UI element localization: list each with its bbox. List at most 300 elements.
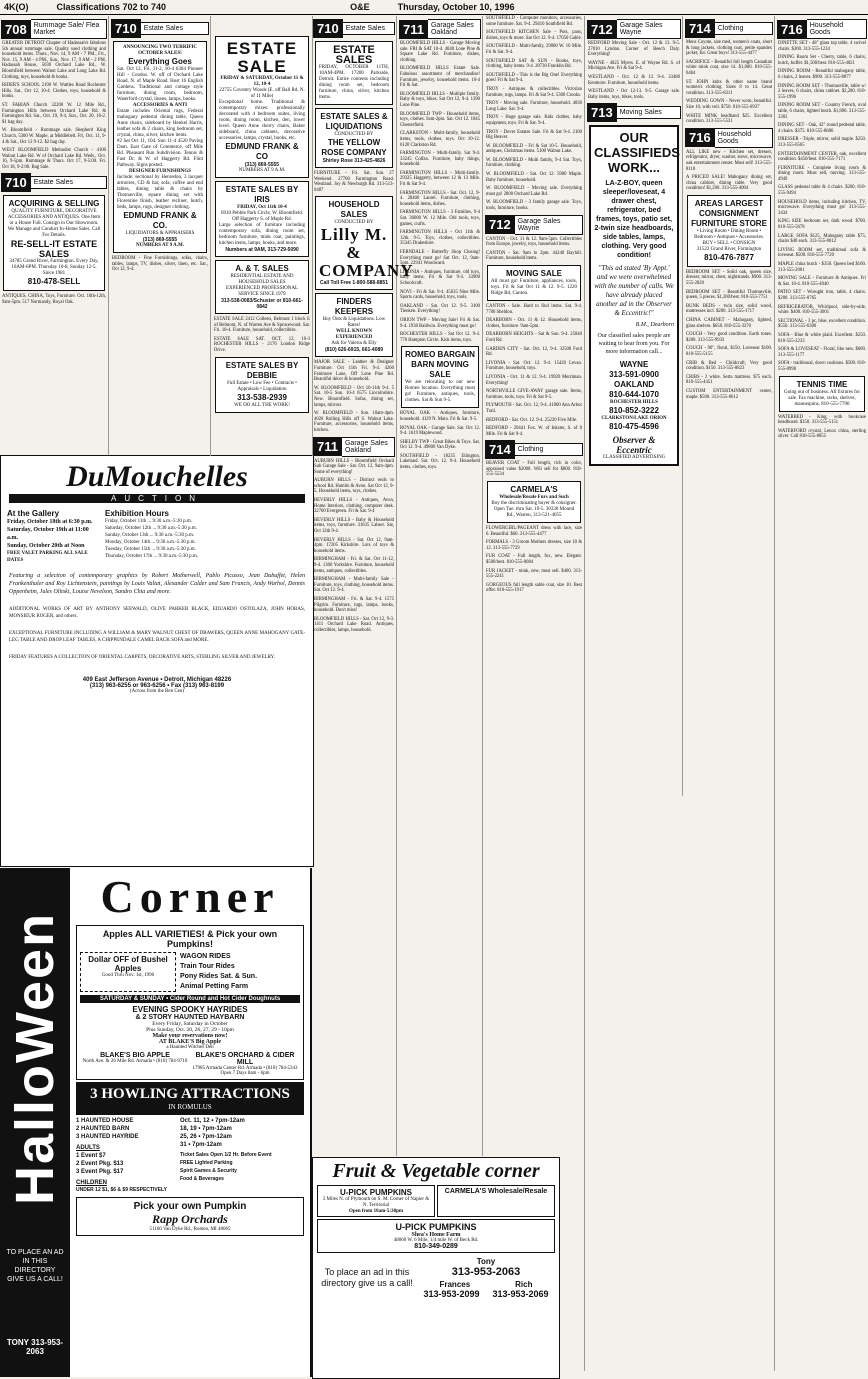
- area-phone: 810-644-1070: [609, 390, 659, 400]
- section-title: Rummage Sale/ Flea Market: [31, 19, 107, 39]
- classified-ad: REDFORD - 20441 Fox. W. of Inkster, S. of 8 Mile. Fri & Sat 9-4.: [486, 426, 582, 437]
- classified-ad: BEDROOM SET - Solid oak, queen size, dresser, mirror, chest, nightstands. $900. 313-555-2020: [686, 269, 772, 287]
- classified-ad: OAKLAND - Sat. Oct 12. 9-5. 3100 Tienken. Everything!: [400, 303, 480, 315]
- display-ad-romeo-barn: [401, 346, 479, 408]
- ad-subhead: WELL KNOWN EXPERIENCED: [335, 329, 373, 341]
- classified-ad: W. BLOOMFIELD - Sun. 10am-4pm. 4020 Rolling Hills off S. Walnut Lake. Furniture, accessories, household items, kitchen.: [314, 411, 394, 433]
- contact-phone: 313-953-2099: [423, 1289, 480, 1299]
- classified-ad: DEARBORN HEIGHTS - Sat & Sun. 9-4. 25840 Ford Rd.: [486, 332, 582, 343]
- column-2: [110, 16, 211, 456]
- howling-details: [76, 1117, 304, 1193]
- hayride-schedule: Every Friday, Saturday in October: [152, 1021, 228, 1027]
- classified-ad: HOUSEHOLD items, including kitchen, TV, microwave. Everything must go! 313-555-3434: [778, 199, 866, 216]
- ad-location: 3 Miles N. of Plymouth on S. M. Corner of Napier & N. Territorial: [322, 1197, 430, 1208]
- classified-ad: FERNDALE - Butterfly Shop Closing! Everything must go! Sat Oct. 12, 9am-5pm. 22941 Woodward.: [400, 250, 480, 267]
- section-title: Garage Sales Wayne: [617, 19, 681, 39]
- classified-ad: WATERFORD crystal, Lenox china, sterling silver. Call 810-555-8855: [778, 428, 866, 440]
- ad-body: Buy Outs & Liquidations. Low Rates!: [322, 317, 386, 329]
- classified-ad: W. BLOOMFIELD - Moving sale. Everything must go! 2800 Orchard Lake Rd.: [486, 186, 582, 197]
- classified-ad: ANTIQUES, CHINA, Toys, Furniture. Oct. 10th-12th, 9am-5pm. 517 Normandy, Royal Oak.: [2, 294, 106, 306]
- display-ad-consignment: [687, 195, 771, 267]
- ad-phone: 313-538-0083/Schuster or 810-661-0842: [221, 298, 303, 310]
- corner-title: Corner: [100, 871, 280, 922]
- section-title: Classifications 702 to 740: [56, 2, 167, 12]
- ad-body: QUALITY FURNITURE, DECORATIVE ACCESSORIES AND ANTIQUES. One Item or a House Full. Consign in Our Showroom. We Manage and Conduct In-Home Sales. Call For Details.: [7, 209, 101, 239]
- pumpkin-headline: Pick your own Pumpkin: [133, 1201, 247, 1212]
- ad-body: Going out of business. All fixtures for sale. Fax machine, racks, shelves, mannequins. 810-555-7700: [784, 389, 860, 407]
- display-ad-edmund-frank: [113, 41, 207, 253]
- ad-body: Buy the discriminating buyer & consigner. Open Tue. thru Sat. 10-5. 30330 Mound Rd., Warren, 313-521-4055: [491, 501, 577, 519]
- classified-ad: BEVERLY HILLS - Baby & Household items, toys, furniture. 31635 Lahser. Sat, Oct 12th 9-4.: [314, 517, 394, 535]
- classified-ad: NORTHVILLE GIVE-AWAY garage sale. Items, furniture, tools, toys. Fri & Sat 9-5.: [486, 389, 582, 400]
- gallery-date: Friday, October 18th at 6:30 p.m.: [7, 519, 93, 525]
- classified-ad: CANTON - Oct. 11 & 12. 9am-5pm. Collectibles from Europe, jewelry, toys, household items.: [486, 236, 582, 248]
- petting-farm: Animal Petting Farm: [180, 983, 249, 990]
- classified-ad: SOFA - traditional, down cushions. $500. 810-555-0998: [778, 361, 866, 372]
- classified-ad: BLOOMFIELD HILLS Estate Sale. Fabulous assortment of merchandise! Furniture, jewelry, household items. 10-4 Fri & Sat.: [400, 66, 480, 89]
- classified-ad: TROY - Moving sale. Furniture, household. 4830 Long Lake. Sat. 9-4.: [486, 101, 582, 112]
- ad-body: Full Estate • Low Fee • Contracts • Appraisals • Liquidation: [227, 380, 297, 392]
- classified-ad: GREATER DETROIT Chapter of Hadassah's fabulous 5th annual rummage sale. Quality used clothing and household items. Thurs., Nov. 14, 9 AM - 7 PM., Fri., Nov. 15, 9 AM - 4 PM., Sun., Nov. 17, 9 AM - 2 PM. Hadassah House, 5030 Orchard Lake Rd., W. Bloomfield between Walnut Lake and Long Lake Rd. Clothing, toys, household & books.: [2, 41, 106, 80]
- contact-phone: TONY 313-953-2063: [6, 1338, 64, 1356]
- ad-body: FRIDAY, OCTOBER 11TH, 10AM-4PM. 17200 Parkside, Detroit. Entire contents including dining room set, bedroom furniture, china, silver, kitchen items.: [319, 65, 389, 100]
- classified-ad: KING SIZE bedroom set, dark wood. $700. 810-555-5678: [778, 219, 866, 231]
- witches-den: a Haunted Witches Den: [166, 1045, 214, 1050]
- section-number: 710: [1, 173, 31, 192]
- classified-ad: SECTIONAL - 3 pc, blue, excellent condition. $550. 313-555-6300: [778, 318, 866, 330]
- hours-row: Thursday, October 17th ... 9:30 a.m.-5:30 p.m.: [105, 554, 198, 559]
- ad-headline: ANNOUNCING TWO TERRIFIC OCTOBER SALES!: [123, 45, 197, 56]
- gallery-title: At the Gallery: [7, 509, 60, 518]
- ad-address: 409 East Jefferson Avenue • Detroit, Michigan 48226: [82, 677, 232, 683]
- classified-ad: PATIO SET - Wrought iron, table, 4 chairs. $200. 313-555-8765: [778, 290, 866, 301]
- section-header-714: [485, 440, 583, 459]
- valet-note: FREE VALET PARKING ALL SALE DATES: [7, 551, 88, 563]
- blakes-address: 17985 Armada Center Rd. Armada • (810) 784-5343 Open 7 Days 8am - 6pm: [192, 1066, 298, 1076]
- corner-title: Fruit & Vegetable corner: [332, 1160, 540, 1182]
- classified-ad: BIRMINGHAM - Multi-family Sale - Furniture, toys, clothing, household items. Sat. Oct 12. 9-4.: [314, 577, 394, 594]
- classified-ad: ST. JOHN knits & other name brand women's clothing. Sizes 8 to 14. Great condition. 313-555-8311: [686, 79, 772, 96]
- classified-ad: W. BLOOMFIELD - Sat. Oct 12. 5900 Maple. Baby furniture, household.: [486, 172, 582, 183]
- ad-subhead: ACCESSORIES & ANTI: [132, 103, 188, 108]
- area-label: CLARKSTON/LAKE ORION: [601, 416, 667, 422]
- ad-headline: ESTATE SALES BY IRIS: [225, 185, 299, 204]
- ad-headline: MOVING SALE: [505, 269, 562, 278]
- ad-body: Featuring a selection of contemporary graphics by Robert Motherwell, Pablo Picasso, Jean Dubuffet, Helen Frankenthaler and Roy Lichtenstein, paintings by Louis Valtat, Alexander Calder and Sam Francis, Andy Warhol, Dennis Oppenheim, Jules Olitski, Louise Nevelson, Sandro Chia and more.: [9, 573, 305, 595]
- section-header-716: [685, 128, 773, 148]
- ad-body: We are relocating to our new Romeo location. Everything must go! Furniture, antiques, tools, clothes. Sat & Sun 9-5.: [405, 380, 475, 404]
- section-title: Clothing: [515, 443, 583, 456]
- attraction: 1 HAUNTED HOUSE: [76, 1118, 134, 1124]
- section-number: 716: [685, 128, 715, 147]
- hayride-schedule: Plus Sunday, Oct. 20, 26, 27, 29 - 10pm: [146, 1027, 234, 1033]
- paper-name: O&E: [350, 2, 370, 12]
- ad-headline: A. & T. SALES: [235, 264, 289, 273]
- children-label: CHILDREN: [76, 1180, 107, 1186]
- classified-ad: WESTLAND - Oct 12-13. 9-5. Garage sale. Baby items, toys, bikes, tools.: [588, 89, 680, 100]
- classified-ad: REDFORD Moving Sale - Oct. 12 & 13. 9-5. 27010 Lyndon. Corner of Beech Daly. Everything!: [588, 41, 680, 58]
- section-title: Estate Sales: [141, 22, 209, 35]
- ad-headline: U-PICK PUMPKINS: [339, 1188, 412, 1197]
- ad-headline: ESTATE SALES: [333, 44, 375, 66]
- halloween-corner-ad: [0, 868, 312, 1377]
- section-number: 710: [313, 19, 343, 38]
- area-phone: 810-475-4596: [609, 422, 659, 432]
- classified-ad: DINING ROOM SET - Thomasville, table w/ 2 leaves, 6 chairs, china cabinet. $2,200. 810-555-1996: [778, 83, 866, 100]
- section-header-712: [587, 19, 681, 39]
- section-header-716: [777, 19, 867, 39]
- ad-subhead: EXPERIENCED PROFESSIONAL SERVICE SINCE 1979: [225, 286, 299, 297]
- classified-ad: W. BLOOMFIELD - Fri & Sat 10-5. Household, antiques, Christmas items. 5100 Walnut Lake.: [486, 143, 582, 155]
- ad-address: 6910 Pebble Park Circle, W. Bloomfield. Off Haggerty S. of Maple Rd.: [221, 211, 303, 222]
- ad-phone: (313) 963-6255 or 963-6256 • Fax (313) 963-8199: [89, 683, 225, 689]
- classified-ad: MOVING SALE - Furniture & Antiques. Fri & Sat. 10-4. 810-555-4040: [778, 276, 866, 287]
- hours-row: Monday, October 14th ... 9:30 a.m.-5:30 p.m.: [105, 540, 196, 545]
- ad-note: NUMBERS AT 9 A.M.: [238, 168, 286, 173]
- spooky-hayrides: EVENING SPOOKY HAYRIDES: [132, 1005, 248, 1014]
- classified-ad: WEST BLOOMFIELD Methodist Church - 4100 Walnut Lake Rd. W of Orchard Lake Rd. Weds., Oct. 16, 9-5pm. Rummage & Thurs. Oct 17, 9-5:00. Fri. Oct 18, 9-2:00. Bag Sale.: [2, 148, 106, 170]
- ad-body: EXCEPTIONAL FURNITURE INCLUDING A WILLIAM & MARY WALNUT CHEST OF DRAWERS, QUEEN ANNE MAHOGANY GATE-LEG TABLE AND DROP LEAF TABLES, A CHIPPENDALE CAMEL BACK SOFA and MORE.: [9, 631, 305, 643]
- display-ad-lilly: [315, 196, 414, 290]
- issue-date: Thursday, October 10, 1996: [397, 2, 515, 12]
- display-ad-iris: [215, 181, 309, 257]
- howling-headline: 3 HOWLING ATTRACTIONS: [90, 1086, 290, 1102]
- section-header-714: [685, 19, 773, 38]
- ad-headline: ACQUIRING & SELLING: [8, 199, 100, 209]
- hours-row: Saturday, October 12th ... 9:30 a.m.-5:30 p.m.: [105, 526, 197, 531]
- classified-ad: TROY - Dover Estates Sale. Fri & Sat 9-4. 2100 Big Beaver.: [486, 129, 582, 141]
- classified-ad: LARGE SOFA $125, Mahogany table $75, chairs $40 each. 313-555-0012: [778, 233, 866, 245]
- ad-address: 22755 Coventry Woods (E. off Ball Rd. N. of 11 Mile): [219, 88, 305, 99]
- section-header-708: [1, 19, 107, 39]
- halloween-listings: [70, 868, 310, 1377]
- ad-brand: DuMouchelles: [66, 460, 248, 493]
- event-date: Oct. 11, 12 • 7pm-12am: [180, 1118, 245, 1124]
- ad-phone: Shirley Rose 313-425-4826: [322, 158, 386, 164]
- classified-ad: W. BLOOMFIELD - 3 family garage sale. Toys, tools, furniture, books.: [486, 200, 582, 212]
- ad-body: Include: sectional by Henredon, 3 lacquer armoires, CD & bar, sofa, coffee and end tables, dining table & chairs by Thomasville, square dining set with Florentine finish, leather recliner, hutch, beds, lamps, rugs, designer clothing.: [117, 175, 203, 210]
- display-ad-debbie: [215, 357, 309, 413]
- classified-ad: MAJOR SALE - Leather & Designer Furniture. Oct 11th Fri. 9-4. 4260 Fenimore Lane, Off Lone Pine Rd. Beautiful décor & household.: [314, 360, 394, 383]
- apples-headline: Apples ALL VARIETIES! & Pick your own Pumpkins!: [102, 929, 278, 949]
- area-phone: 810-852-3222: [609, 406, 659, 416]
- column-8: [776, 16, 868, 1371]
- contact-phone: 313-953-2063: [451, 1266, 521, 1278]
- howling-location: IN ROMULUS: [168, 1103, 212, 1111]
- ad-date: FRIDAY & SATURDAY, October 11 & 12, 10-4: [220, 76, 304, 87]
- classified-ad: GLASS pedestal table & 4 chairs. $200. 810-555-9494: [778, 185, 866, 197]
- classified-ad: Mens Coyote, size med, women's coats, short & long jackets, clothing coat, petite spandex jacket, fur. Great buys! 313-555-4477: [686, 40, 772, 57]
- attraction: 3 HAUNTED HAYRIDE: [76, 1134, 139, 1140]
- classified-ad: WATERBED - King, with bookcase headboard. $150. 313-555-5151: [778, 414, 866, 426]
- area-label: WAYNE: [619, 360, 649, 370]
- classified-ad: FARMINGTON - Multi-family. Sat 9-4. 33245 Colfax. Furniture, baby things, household.: [400, 151, 480, 168]
- blakes-ad: [76, 925, 304, 1080]
- contact-name: Tony: [476, 1257, 496, 1266]
- column-2b: [212, 16, 313, 456]
- display-ad-estate-sales: [315, 41, 393, 105]
- ad-note: WE DO ALL THE WORK!: [234, 402, 290, 408]
- coupon-offer: Dollar OFF of Bushel Apples: [88, 955, 168, 973]
- ad-body: Ask for Valeria & Elly: [331, 341, 377, 347]
- shea-farm-ad: [317, 1219, 555, 1253]
- classified-ad: WESTLAND - Oct. 12 & 13. 9-4. 33480 Kenmore. Furniture, household items.: [588, 74, 680, 86]
- brand-logo: Observer & Eccentric: [612, 435, 656, 456]
- rapp-orchards-ad: [76, 1197, 304, 1236]
- classified-ad: BEVERLY HILLS - Antiques, Avon, Home Interiors, clothing, computer desk. 32700 Evergreen. Fri & Sat. 9-4: [314, 498, 394, 515]
- classified-ad: A PRICED SALE! Mahogany dining set, china cabinet, dining table. Very good condition! $1,200. 313-555-4004: [686, 175, 772, 192]
- pony-rides: Pony Rides Sat. & Sun.: [180, 973, 258, 980]
- blakes-location: BLAKE'S ORCHARD & CIDER MILL: [195, 1052, 295, 1066]
- ad-headline: HOUSEHOLD SALES: [328, 200, 380, 220]
- ad-tagline: LIQUIDATORS & APPRAISERS: [125, 231, 195, 236]
- ad-body: Estate includes Oriental rugs, Federal mahogany pedestal dining table, Queen Anne chairs, sideboard by Henkel Harris, leather sofa & 2 chairs, king bedroom set, crystal, china, silver, kitchen items.: [117, 109, 203, 138]
- attraction: 2 HAUNTED BARN: [76, 1126, 130, 1132]
- ad-company: THE YELLOW ROSE COMPANY: [321, 138, 387, 157]
- hours-row: Sunday, October 13th ... 9:30 a.m.-5:30 p.m.: [105, 533, 195, 538]
- ad-subhead: Wholesale/Resale Furs and Such: [499, 495, 569, 501]
- upick-ad: [317, 1185, 435, 1217]
- section-header-712: [485, 215, 583, 235]
- ad-company: EDMUND FRANK & CO: [225, 142, 299, 161]
- ad-body: Large selection of furniture including contemporary sofa, dining room set, bedroom furniture, mink coat, paintings, kitchen items, lamps, books, and more.: [219, 223, 305, 246]
- display-ad-tennis-time: [779, 376, 865, 412]
- classified-ad: W. Bloomfield - Rummage sale. Shepherd King Church, 5300 W. Maple, at Middlebelt. Fri, Oct. 11, 9-4 & Sat., Oct 12 9-12. $2 bag day.: [2, 128, 106, 145]
- ad-headline: CARMELA'S: [510, 485, 558, 495]
- price: 3 Event Pkg. $17: [76, 1169, 124, 1175]
- classified-ad: W. BLOOMFIELD - Oct 10-11th 9-4. 5 Sat. 10-5 Sun. 10-4 6575 Lincolnshire. New. Bloomfield. Sofas, dining set, lamps, mirrors.: [314, 385, 394, 408]
- classified-ad: RIDER'S SCHOOL 2190 W. Wattles Road Rochester Hills. Sat., Oct 12, 10-4. Clothes, toys, household & books.: [2, 83, 106, 100]
- classified-ad: SOUTHFIELD SAT & SUN - Books, toys, clothing, baby items. 9-4. 28730 Franklin Rd.: [486, 58, 582, 70]
- section-number: 716: [777, 20, 807, 39]
- classified-ad: LIVONIA - Antiques, furniture, old toys, baby items. Fri & Sat 9-4. 33900 Schoolcraft.: [400, 269, 480, 286]
- ad-subhead: Everything Goes: [128, 57, 192, 66]
- classified-ad: FORMALS - 3 Groom Mothers dresses, size 10 & 12. 313-555-7729: [486, 540, 582, 551]
- section-number: 712: [485, 215, 515, 234]
- classified-ad: DINING ROOM SET - Country French, oval table, 6 chairs, lighted hutch. $1,800. 313-555-3303: [778, 103, 866, 120]
- display-ad-carmelas: [487, 481, 581, 523]
- classified-ad: ROYAL OAK - Antiques, furniture, household. 4129 N. Main. Fri & Sat. 9-5.: [400, 411, 480, 422]
- classified-ad: SACRIFICE - Beautiful full length Canadian white mink coat, size 14. $1,800. 810-555-6464: [686, 59, 772, 76]
- classified-ad: BEDROOM SET - Beautiful Thomasville, queen, 5 pieces. $1,200/best. 810-555-7751: [686, 289, 772, 301]
- classified-ad: REFRIGERATOR, Whirlpool, side-by-side, white. $400. 810-555-3001: [778, 304, 866, 316]
- classified-ad: AUBURN HILLS - Distinct ends to school Rd. Hamlin & Avon. Sat Oct 12, 9-5. Household items, toys, clothes.: [314, 478, 394, 495]
- classified-ad: BIRMINGHAM - Fri. & Sat. 9-4. 1575 Pilgrim. Furniture, rugs, lamps, books, household. Don't miss!: [314, 596, 394, 614]
- ad-phone: Call Toll Free 1-800-588-8851: [320, 280, 388, 287]
- classified-ad: GORGEOUS full length sable coat, size 10. Best offer. 810-555-1917: [486, 582, 582, 594]
- classified-ad: ROYAL OAK - Garage Sale. Sat. Oct 12. 9-4. 1619 Maplewood.: [400, 425, 480, 437]
- location-note: AT BLAKE'S Big Apple: [159, 1039, 221, 1045]
- ad-headline: OUR CLASSIFIEDS WORK...: [594, 130, 680, 176]
- ad-headline: CARMELA'S Wholesale/Resale: [444, 1188, 548, 1195]
- section-header-710: [313, 19, 395, 38]
- blakes-address: North Ave. & 26 Mile Rd. Armada • (810) 784-9710: [82, 1059, 188, 1064]
- event-date: 25, 26 • 7pm-12am: [180, 1134, 232, 1140]
- classified-ad: COUCH - 90", floral, $150. Loveseat $100. 810-555-5155: [686, 346, 772, 357]
- ad-headline: U-PICK PUMPKINS: [395, 1222, 477, 1232]
- ad-body: FRIDAY FEATURES A COLLECTION OF ORIENTAL CARPETS, DECORATIVE ARTS, STERLING SILVER AND JEWELRY.: [9, 655, 275, 660]
- gallery-date: Saturday, October 19th at 11:00 a.m.: [7, 527, 89, 541]
- classified-ad: NOVI - Fri & Sat. 9-4. 45635 Nine Mile. Sports cards, household, toys, tools.: [400, 289, 480, 301]
- classified-ad: CRIB & Bed - Childcraft, Very good condition. $150. 313-555-8823: [686, 360, 772, 372]
- section-number: 711: [399, 20, 428, 39]
- section-title: Moving Sales: [617, 106, 681, 119]
- classified-ad: FUR COAT - Full length, fox, new. Elegant. $500/best. 810-555-0084: [486, 554, 582, 566]
- hours-title: Exhibition Hours: [105, 509, 169, 518]
- price: 2 Event Pkg. $13: [76, 1161, 124, 1167]
- classified-ad: SOUTHFIELD - This is the Big One! Everything goes! Fri & Sat 9-4.: [486, 72, 582, 84]
- section-number: 713: [587, 103, 617, 122]
- ad-phone: (810) 626-6915, 661-4089: [324, 347, 384, 354]
- classified-ad: W. BLOOMFIELD - Multi family, 9-4 Sat. Toys, furniture, clothing.: [486, 157, 582, 169]
- classified-ad: LIVONIA - Sat. Oct. 12. 9-4. 15420 Levan. Furniture, household, toys.: [486, 360, 582, 372]
- section-title: Estate Sales: [31, 176, 107, 189]
- brand-tagline: CLASSIFIED ADVERTISING: [602, 455, 666, 461]
- halloween-word: HalloWeen: [5, 911, 65, 1205]
- ad-phone: 810-478-SELL: [27, 277, 81, 287]
- classified-ad: PLYMOUTH - Sat. Oct. 12, 9-4. 41000 Ann Arbor Trail.: [486, 403, 582, 414]
- classified-ad: CHINA CABINET - Mahogany, lighted, glass shelves. $650. 810-555-3370: [686, 318, 772, 329]
- classified-ad: DINETTE SET - 48" glass top table, 4 swivel chairs. $300. 313-555-1234: [778, 41, 866, 52]
- area-label: OAKLAND: [614, 380, 654, 390]
- classified-ad: BEDROOM - Fine Furnishings, sofas, chairs, tables, lamps, TV, dishes, silver, linen, etc. Sat., Oct 12, 9-4.: [112, 256, 208, 273]
- event-date: 31 • 7pm-12am: [180, 1142, 222, 1148]
- ad-body: All must go! Furniture, appliances, tools, toys. Fri & Sat Oct 11 & 12. 9-5. 1220 Ridge Rd, Canton.: [491, 279, 577, 296]
- classified-ad: WHITE MINK headband $25. Excellent condition. 313-555-5531: [686, 113, 772, 125]
- coupon-expiry: Good Thru Nov. 1st, 1996: [101, 973, 155, 978]
- ad-body: • Living Room • Dining Room • Bedroom • Antiques • Accessories. BUY • SELL • CONSIGN: [694, 228, 764, 246]
- ad-headline: ESTATE SALE: [226, 39, 298, 76]
- classified-ad: BLOOMFIELD HILLS - Multiple family. Baby & toys, bikes. Sat Oct 12, 9-4. 1390 Lone Pine.: [400, 91, 480, 108]
- classified-ad: CANTON - Sat. 9am to 2pm. 44240 Bayhill. Furniture, household items.: [486, 250, 582, 262]
- classified-ad: SHELBY TWP - Great Bikes & Toys. Sat. Oct 12. 9-4. 49800 Van Dyke.: [400, 439, 480, 451]
- rapp-name: Rapp Orchards: [152, 1212, 228, 1226]
- classified-ad: CLARKSTON - Multi-family, household items, tools, clothes, toys. Oct 10-12. 6120 Clarkston Rd.: [400, 131, 480, 148]
- section-number: 714: [485, 440, 515, 459]
- classified-ad: BUNK BEDS - twin size, solid wood, mattresses incl. $200. 313-555-1717: [686, 303, 772, 315]
- sample-listing: LA-Z-BOY, queen sleeper/loveseat, 4 drawer chest, refrigerator, bed frames, toys, patio set, 2-twin size headboards, side tables, lamps, clothing. Very good condition!: [594, 180, 674, 260]
- classified-ad: SOFA - Blue & white plaid. Excellent. $250. 810-555-2233: [778, 332, 866, 344]
- carmela-ad: [437, 1185, 555, 1217]
- column-4: [398, 16, 483, 1156]
- ticket-note: Ticket Sales Open 1/2 Hr. Before Event: [180, 1152, 272, 1158]
- classified-ad: SOFA & LOVESEAT - Floral, like new. $600. 313-555-1177: [778, 347, 866, 358]
- classified-ad: CUSTOM ENTERTAINMENT center, maple. $500. 313-555-6612: [686, 388, 772, 400]
- weekend-banner: SATURDAY & SUNDAY • Cider Round and Hot Cider Doughnuts: [80, 995, 300, 1003]
- section-title: Garage Sales Wayne: [515, 215, 583, 235]
- place-ad-note: TO PLACE AN AD IN THIS DIRECTORY GIVE US A CALL!: [6, 1249, 64, 1283]
- fruit-vegetable-corner-ad: [312, 1157, 560, 1379]
- classified-ad: BEAVER COAT - Full length, rich in color, appraised value $2000. Will sell for $800. 810-555-5534: [486, 461, 582, 478]
- section-number: 708: [1, 20, 31, 39]
- classified-ad: COUCH - Very good condition. Earth tones. $200. 313-555-9933: [686, 332, 772, 343]
- classified-ad: LIVONIA - Oct. 11 & 12. 9-4. 19920 Merriman. Everything!: [486, 374, 582, 386]
- classified-ad: FURNITURE - Complete living room & dining room. Must sell, moving. 313-555-4949: [778, 165, 866, 182]
- wagon-rides: WAGON RIDES: [180, 953, 231, 960]
- area-label: ROCHESTER HILLS: [610, 400, 658, 406]
- free-item: Food & Beverages: [180, 1176, 224, 1182]
- section-header-711: [313, 437, 395, 457]
- display-ad-at-sales: [215, 260, 309, 314]
- ad-phone: (313) 869-5555: [244, 162, 280, 168]
- farm-name: Shea's Home Farm: [411, 1232, 461, 1238]
- ad-address: 34785 Grand River, Farmington. Every Day, 10AM-6PM. Thursday 10-8, Sunday 12-5. Since 1981: [9, 259, 99, 277]
- classified-ad: SOUTHFIELD - Multi-family, 29000 W. 10 Mile. Fri & Sat. 9-4.: [486, 44, 582, 55]
- haunted-haybarn: & 2 STORY HAUNTED HAYBARN: [135, 1014, 245, 1021]
- section-header-710: [1, 173, 107, 192]
- classified-ad: FUR JACKET - mink, new, must sell. $400. 313-555-2241: [486, 568, 582, 580]
- ad-headline: AREAS LARGEST CONSIGNMENT FURNITURE STORE: [691, 198, 767, 228]
- classified-ad: SOUTHFIELD - 18235 Ellington. Lakeland. Sat. Oct. 12. 9-4. Household items, clothes, toys.: [400, 453, 480, 471]
- classified-ad: TROY - Huge garage sale. Kids clothes, baby equipment, toys. Fri & Sat. 9-4.: [486, 115, 582, 126]
- section-header-713: [587, 103, 681, 122]
- classified-ad: DINING SET - Oak, 42" round pedestal table, 4 chairs. $375. 810-555-8686: [778, 123, 866, 134]
- classified-ad: BLOOMFIELD TWP - Household items, toys, clothes. 9am-2pm. Sat. Oct 12. 1845 Chesterfield.: [400, 111, 480, 128]
- dumouchelles-ad: [0, 455, 314, 867]
- classified-ad: WAYNE - 4825 Myers. E. of Wayne Rd. S. of Michigan Ave. Fri & Sat 9-4.: [588, 60, 680, 72]
- blakes-location: BLAKE'S BIG APPLE: [100, 1052, 170, 1059]
- ad-date: FRIDAY, Oct 11th 10-4: [237, 205, 287, 210]
- classified-ad: ESTATE SALE SAT. OCT. 12, 10-3 ROCHESTER HILLS - 2176 London Ridge Drive.: [214, 336, 310, 353]
- classified-ad: BLOOMFIELD HILLS - Sat. Oct 12, 9-3. 1411 Orchard Lake Road. Antiques, collectibles, lamps, household.: [314, 616, 394, 633]
- children-price: UNDER 12 $1, $6 & $9 RESPECTIVELY: [76, 1187, 167, 1193]
- classified-ad: BLOOMFIELD HILLS - Garage Moving sale. FRI & SAT 10-4. 4040 Lone Pine & Square Lake Rd. Furniture, dishes, clothing.: [400, 41, 480, 63]
- event-date: 18, 19 • 7pm-12am: [180, 1126, 232, 1132]
- display-ad-our-classifieds: [589, 125, 679, 466]
- page-header: [0, 0, 868, 15]
- column-3: [312, 16, 414, 1156]
- classified-ad: BIRMINGHAM - Fri. & Sat. Oct 11-12, 9-4. 1300 Yorkshire. Furniture, household items, antiques, collectibles.: [314, 557, 394, 574]
- place-ad-note: To place an ad in this directory give us a call!: [321, 1267, 413, 1288]
- section-title: Clothing: [715, 22, 773, 35]
- section-number: 712: [587, 20, 617, 39]
- classified-ad: REDFORD - Sat. Oct. 12. 9-4. 25220 Five Mile.: [486, 417, 578, 423]
- hours-row: Tuesday, October 15th ... 9:30 a.m.-5:30 p.m.: [105, 547, 196, 552]
- classified-ad: BEVERLY HILLS - Sat. Oct 12, 9am-4pm. 17205 Kirkshire. Lots of toys & household items.: [314, 537, 394, 554]
- free-item: FREE Lighted Parking: [180, 1160, 233, 1166]
- section-title: Garage Sales Oakland: [428, 19, 481, 39]
- classified-ad: DEARBORN - Oct. 11 & 12. Household items, clothes, furniture. 9am-5pm.: [486, 318, 582, 329]
- classified-ad: CRIBS - 2 white. Serta mattress. $75 each. 810-555-4451: [686, 374, 772, 386]
- ad-subhead: RESIDENTIAL ESTATE AND HOUSEHOLD SALES: [230, 274, 294, 285]
- ad-phone: (313) 869-5555: [142, 237, 178, 243]
- display-ad-estate-sale: [215, 36, 309, 178]
- adults-label: ADULTS: [76, 1145, 100, 1151]
- halloween-side-banner: [0, 868, 70, 1377]
- hours-row: Friday, October 11th ... 9:30 a.m.-5:30 p.m.: [105, 519, 192, 524]
- classified-ad: ORION TWP - Moving Sale! Fri & Sat. 9-4. 1930 Baldwin. Everything must go!: [400, 317, 480, 329]
- classified-ad: MAPLE china hutch - $350. Queen bed $100. 313-555-2001: [778, 262, 866, 273]
- ad-subhead: CONDUCTED BY: [334, 132, 374, 137]
- ad-company: Lilly M. & COMPANY: [319, 225, 414, 281]
- contact-name: Rich: [515, 1280, 533, 1289]
- free-item: Spirit Games & Security: [180, 1168, 237, 1174]
- area-phone: 313-591-0900: [609, 370, 659, 380]
- ad-body: Sat. Oct 12, Fri. 11-2, 10-4 6304 Pioneer Hill - Condos. W. off of Orchard Lake Road, N. of Maple Road. Host 16 English Gardens. Traditional and cottage style furniture, dining room, bedroom, Waterford crystal, linens, lamps, books.: [117, 67, 203, 102]
- ad-headline: ESTATE SALES BY DEBBIE: [225, 360, 299, 380]
- display-ad-resell-it: [3, 195, 105, 291]
- ad-phone: Numbers at 9AM, 313-729-5090: [225, 247, 299, 253]
- ad-phone: 810-476-7877: [704, 252, 754, 262]
- section-number: 710: [111, 19, 141, 38]
- section-title: Estate Sales: [343, 22, 395, 35]
- ad-headline: ROMEO BARGAIN BARN MOVING SALE: [405, 350, 475, 380]
- ad-address: 31522 Grand River, Farmington: [696, 246, 762, 252]
- classified-ad: GARDEN CITY - Sat. Oct. 12, 9-4. 32500 Ford Rd.: [486, 346, 582, 358]
- contact-phone: 313-953-2069: [492, 1289, 549, 1299]
- classified-ad: DINING ROOM - Beautiful mahogany table, 6 chairs, 2 leaves. $900. 313-555-8877: [778, 69, 866, 80]
- testimonial-author: B.M., Dearborn: [635, 322, 674, 329]
